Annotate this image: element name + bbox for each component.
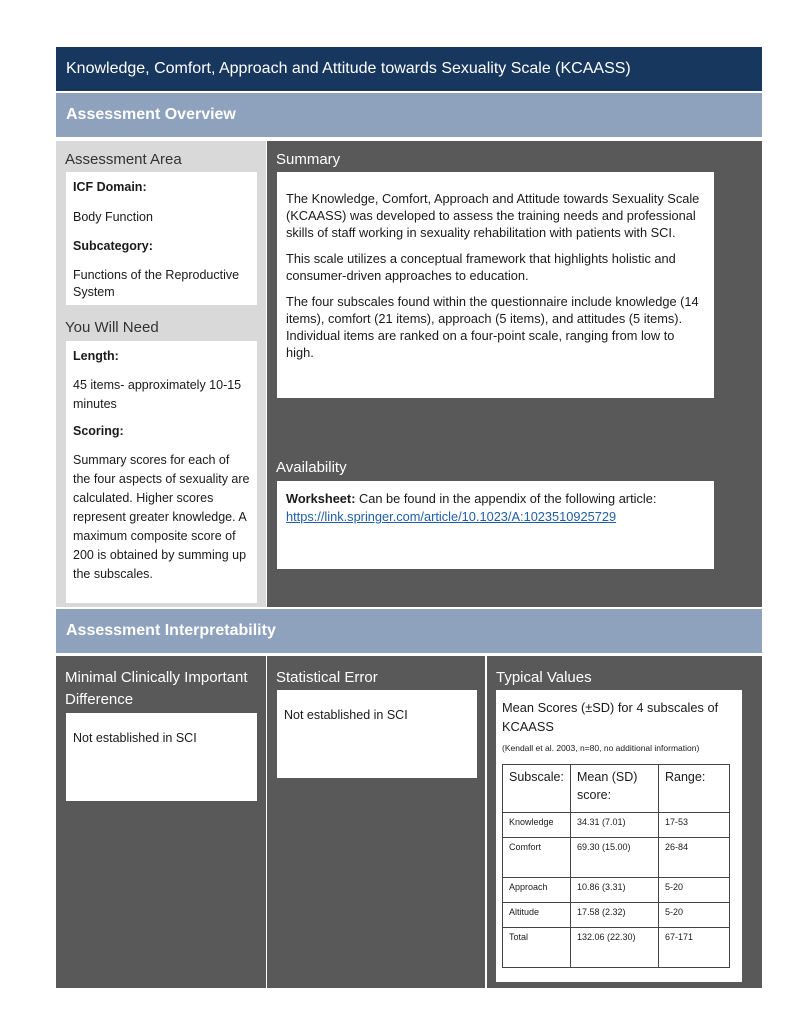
statistical-error-value: Not established in SCI	[284, 708, 408, 722]
overview-section-header	[56, 93, 762, 137]
subcategory-value: Functions of the Reproductive System	[73, 268, 240, 299]
page-title	[56, 47, 762, 91]
table-cell-subscale: Total	[503, 928, 571, 968]
table-cell-subscale: Comfort	[503, 838, 571, 878]
you-will-need-heading: You Will Need	[65, 318, 159, 336]
length-label: Length:	[73, 349, 119, 363]
mcid-column	[56, 656, 266, 988]
table-cell-range: 67-171	[659, 928, 730, 968]
assessment-area-box	[66, 172, 257, 305]
table-cell-range: 26-84	[659, 838, 730, 878]
table-row	[503, 928, 730, 968]
typical-values-table	[502, 764, 730, 968]
availability-box	[277, 481, 714, 569]
worksheet-label: Worksheet:	[286, 491, 356, 506]
typical-values-note: (Kendall et al. 2003, n=80, no additional information)	[502, 743, 700, 753]
summary-paragraph-3: The four subscales found within the questionnaire include knowledge (14 items), comfort (21 items), approach (5 items), and attitudes (5 items). Individual items are ranked on a four-point scale, ranging from low to high.	[286, 294, 699, 360]
typical-values-heading: Typical Values	[496, 669, 592, 686]
you-will-need-box	[66, 341, 257, 603]
table-cell-range: 5-20	[659, 878, 730, 903]
length-value: 45 items- approximately 10-15 minutes	[73, 378, 242, 411]
summary-paragraph-1: The Knowledge, Comfort, Approach and Attitude towards Sexuality Scale (KCAASS) was developed to assess the training needs and professional skills of staff working in sexuality rehabilitation with patients with SCI.	[286, 191, 700, 240]
icf-domain-value: Body Function	[73, 210, 153, 224]
column-header-subscale: Subscale:	[503, 765, 571, 813]
statistical-error-heading: Statistical Error	[276, 669, 378, 686]
summary-heading: Summary	[276, 150, 341, 168]
interpretability-heading: Assessment Interpretability	[66, 622, 276, 639]
table-cell-mean: 10.86 (3.31)	[571, 878, 659, 903]
mcid-heading: Minimal Clinically Important Difference	[65, 669, 248, 708]
scoring-label: Scoring:	[73, 424, 124, 438]
table-cell-subscale: Approach	[503, 878, 571, 903]
table-cell-mean: 17.58 (2.32)	[571, 903, 659, 928]
assessment-area-heading: Assessment Area	[65, 150, 182, 168]
table-cell-range: 5-20	[659, 903, 730, 928]
typical-values-subtitle: Mean Scores (±SD) for 4 subscales of KCAASS	[502, 700, 719, 734]
article-link[interactable]: https://link.springer.com/article/10.1023/A:1023510925729	[286, 509, 617, 524]
table-cell-mean: 132.06 (22.30)	[571, 928, 659, 968]
table-row	[503, 903, 730, 928]
table-row	[503, 878, 730, 903]
statistical-error-box	[277, 690, 477, 778]
interpretability-section-header	[56, 609, 762, 653]
column-header-mean-sd: Mean (SD) score:	[571, 765, 659, 813]
table-cell-mean: 69.30 (15.00)	[571, 838, 659, 878]
table-row	[503, 838, 730, 878]
page-title-text: Knowledge, Comfort, Approach and Attitude towards Sexuality Scale (KCAASS)	[66, 60, 631, 77]
column-header-range: Range:	[659, 765, 730, 813]
worksheet-line	[286, 490, 705, 508]
worksheet-text: Can be found in the appendix of the following article:	[355, 491, 657, 506]
scoring-value: Summary scores for each of the four aspects of sexuality are calculated. Higher scores represent greater knowledge. A maximum composite score of 200 is obtained by summing up the subscales.	[73, 453, 250, 581]
table-cell-mean: 34.31 (7.01)	[571, 813, 659, 838]
table-cell-subscale: Knowledge	[503, 813, 571, 838]
overview-heading: Assessment Overview	[66, 106, 236, 123]
subcategory-label: Subcategory:	[73, 239, 153, 253]
summary-box	[277, 172, 714, 398]
summary-paragraph-2: This scale utilizes a conceptual framework that highlights holistic and consumer-driven approaches to education.	[286, 251, 676, 283]
table-row	[503, 813, 730, 838]
typical-values-box	[496, 690, 742, 982]
table-cell-range: 17-53	[659, 813, 730, 838]
mcid-box	[66, 713, 257, 801]
icf-domain-label: ICF Domain:	[73, 180, 147, 194]
availability-heading: Availability	[276, 458, 347, 476]
mcid-value: Not established in SCI	[73, 731, 197, 745]
table-cell-subscale: Altitude	[503, 903, 571, 928]
table-header-row	[503, 765, 730, 813]
